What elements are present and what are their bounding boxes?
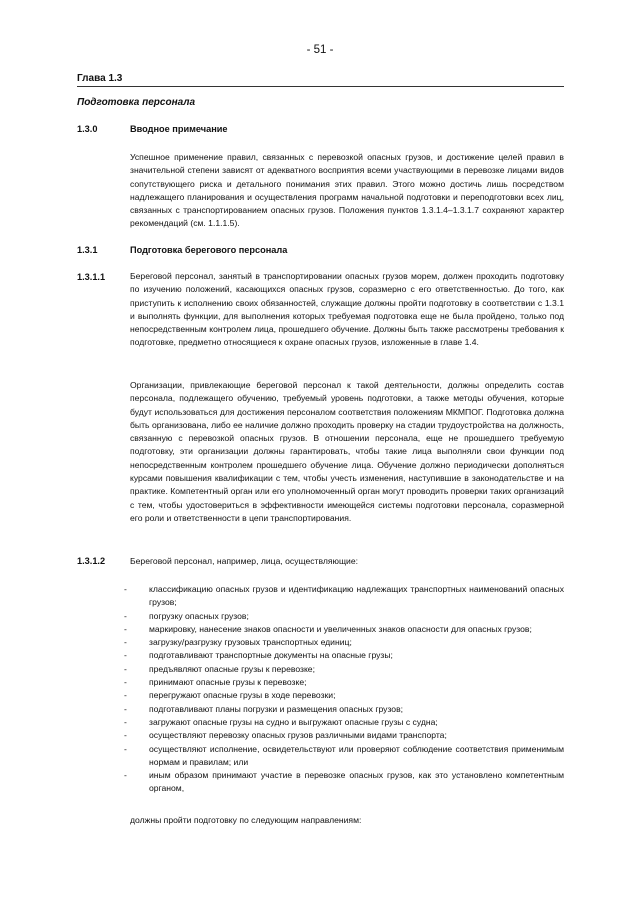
section-title-intro-note: Вводное примечание [130,124,228,134]
bullet-dash: - [124,663,127,674]
page-number: - 51 - [306,44,334,56]
list-item: - принимают опасные грузы к перевозке; [124,676,564,689]
section-number-1-3-1-2: 1.3.1.2 [77,556,106,566]
bullet-dash: - [124,677,127,688]
chapter-subtitle: Подготовка персонала [77,97,196,108]
bullet-dash: - [124,716,127,727]
list-item: - погрузку опасных грузов; [124,610,564,623]
bullet-dash: - [124,584,127,594]
list-item: - загрузку/разгрузку грузовых транспортных единиц; [124,636,564,649]
bullet-dash: - [124,637,127,648]
section-title-shore-personnel-training: Подготовка берегового персонала [130,245,288,255]
section-1-3-1-2-intro: Береговой персонал, например, лица, осуществляющие: [130,556,359,566]
list-item: - осуществляют перевозку опасных грузов различными видами транспорта; [124,729,564,742]
list-item: - маркировку, нанесение знаков опасности и увеличенных знаков опасности для опасных грузов; [124,623,564,636]
bullet-dash: - [124,690,127,701]
list-item: - иным образом принимают участие в перевозке опасных грузов, как это установлено компетентным органом, [124,770,564,794]
list-item: - осуществляют исполнение, освидетельствуют или проверяют соблюдение соответствия применимым нормам и правилам; или [124,743,564,767]
bullet-dash: - [124,623,127,634]
section-number-1-3-1-1: 1.3.1.1 [77,272,106,282]
section-number-1-3-0: 1.3.0 [77,124,98,134]
section-1-3-1-1-paragraph-2: Организации, привлекающие береговой персонал к такой деятельности, должны определить состав персонала, подлежащего обучению, требуемый уровень подготовки, а также методы обучения, которые будут использоваться для достижения персоналом соответствия положениям МКМПОГ. Подготовка должна быть организована, либо ее наличие должно проходить проверку на стадии трудоустройства на должность, связанную с перевозкой опасных грузов. В отношении персонала, еще не прошедшего требуемую подготовку, эти организации должны гарантировать, чтобы такие лица выполняли свои функции под непосредственным контролем прошедшего обучение лица. Обучение должно периодически дополняться курсами повышения квалификации с тем, чтобы учесть изменения, наступившие в законодательстве и на практике. Компетентный орган или его уполномоченный орган могут проводить проверки таких организаций с тем, чтобы удостовериться в эффективности имеющейся системы подготовки персонала, соразмерной его роли и ответственности в цепи транспортирования. [130,380,564,523]
section-1-3-1-2-closing: должны пройти подготовку по следующим направлениям: [130,815,362,825]
list-item: - перегружают опасные грузы в ходе перевозки; [124,689,564,702]
chapter-title: Глава 1.3 [77,73,123,84]
section-1-3-1-1-paragraph-1: Береговой персонал, занятый в транспортировании опасных грузов морем, должен проходить подготовку по изучению положений, касающихся опасных грузов, соразмерно с его ответственностью. До того, как приступить к исполнению своих обязанностей, служащие должны пройти подготовку в соответствии с 1.3.1 и выполнять функции, для выполнения которых требуемая подготовка еще не была пройдено, только под непосредственным контролем лица, прошедшего обучение. Должны быть также рассмотрены требования к подготовке, предметно относящиеся к охране опасных грузов, изложенные в главе 1.4. [130,271,564,348]
list-item: - классификацию опасных грузов и идентификацию надлежащих транспортных наименований опасных грузов; [124,584,564,608]
bullet-dash: - [124,703,127,714]
list-item: - подготавливают транспортные документы на опасные грузы; [124,649,564,662]
bullet-dash: - [124,610,127,621]
bullet-dash: - [124,730,127,741]
duties-bullet-list [124,583,564,796]
intro-note-paragraph: Успешное применение правил, связанных с перевозкой опасных грузов, и достижение целей правил в значительной степени зависят от адекватного восприятия всеми участвующими в перевозке лицами видов сопутствующего риска и детального понимания этих правил. Этого можно достичь лишь посредством надлежащего планирования и осуществления программ начальной подготовки и переподготовки всех лиц, связанных с транспортированием опасных грузов. Положения пунктов 1.3.1.4–1.3.1.7 сохраняют характер рекомендаций (см. 1.1.1.5). [130,152,564,229]
section-number-1-3-1: 1.3.1 [77,245,98,255]
bullet-dash: - [124,770,127,781]
bullet-dash: - [124,650,127,661]
list-item: - загружают опасные грузы на судно и выгружают опасные грузы с судна; [124,716,564,729]
list-item: - подготавливают планы погрузки и размещения опасных грузов; [124,703,564,716]
bullet-dash: - [124,743,127,754]
header-rule [77,86,564,87]
list-item: - предъявляют опасные грузы к перевозке; [124,663,564,676]
